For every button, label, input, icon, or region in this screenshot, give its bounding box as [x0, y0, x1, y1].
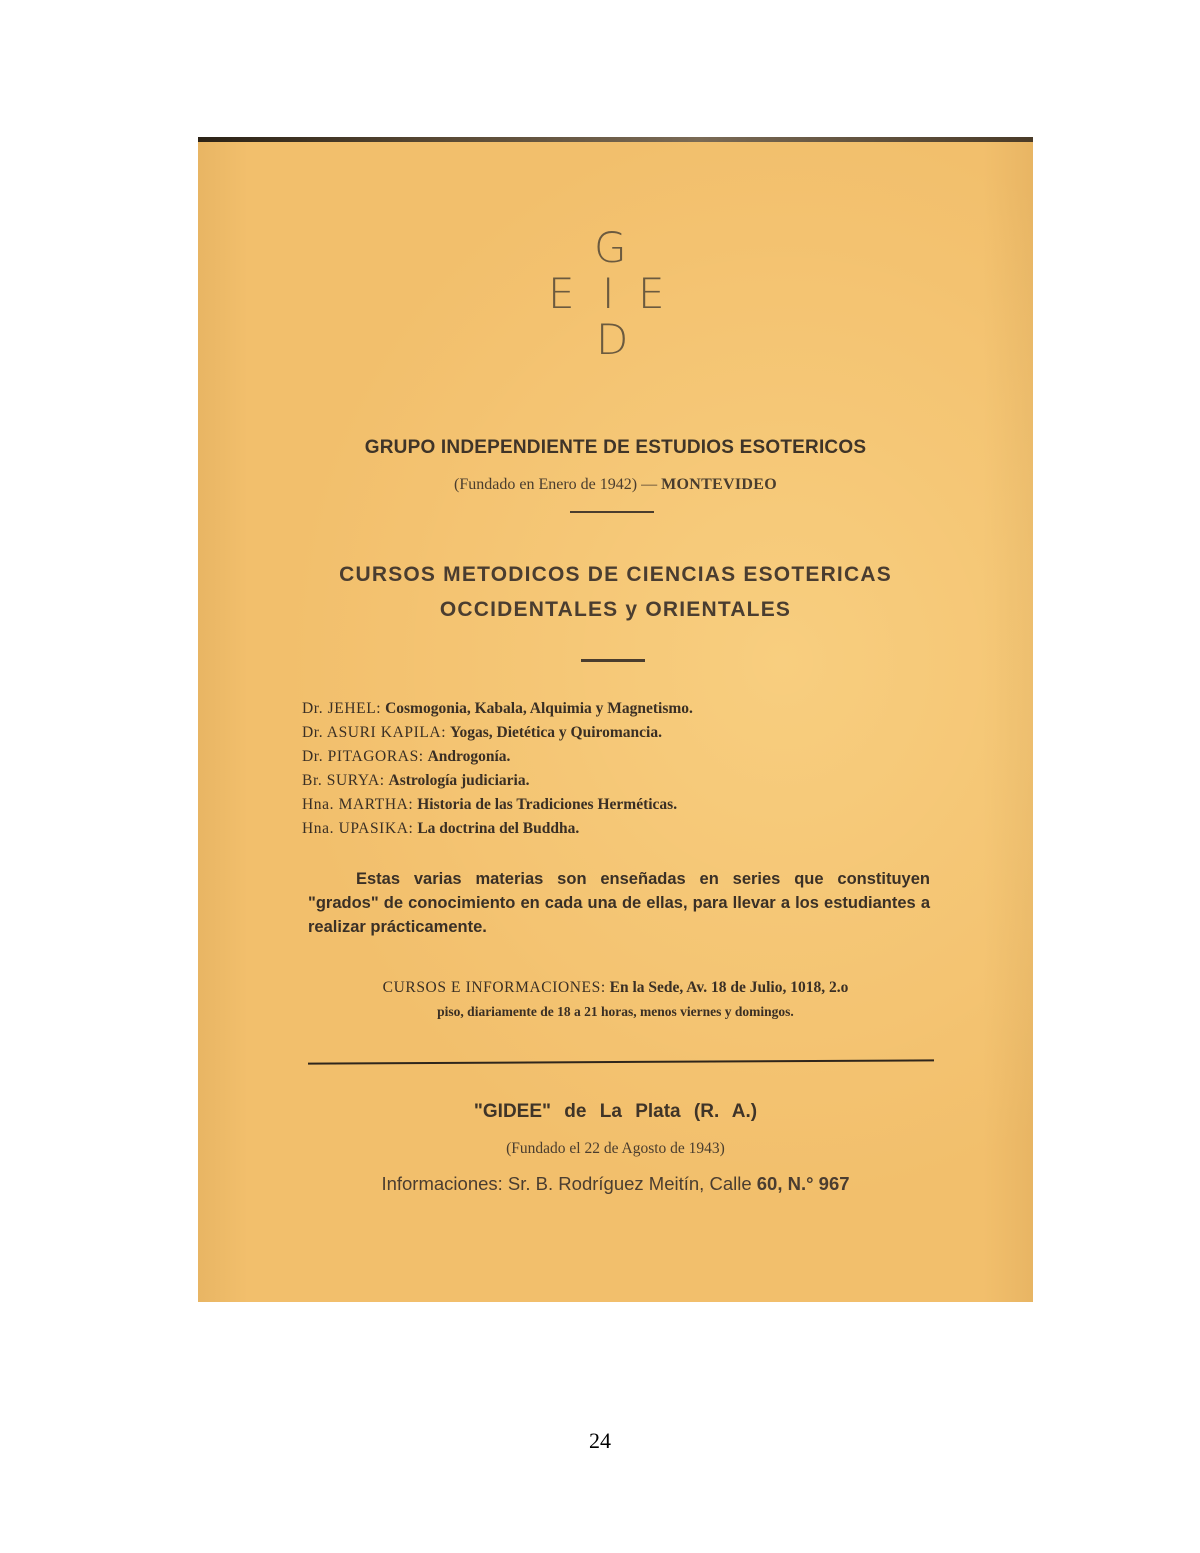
teacher-name: Hna. UPASIKA: [302, 820, 414, 837]
teacher-subject: Historia de las Tradiciones Herméticas. [417, 796, 678, 813]
teacher-entry [302, 793, 942, 817]
gidee-contact-text: Informaciones: Sr. B. Rodríguez Meitín, Calle [381, 1173, 757, 1194]
city-name: MONTEVIDEO [661, 476, 777, 493]
teacher-name: Dr. PITAGORAS: [302, 748, 424, 765]
teacher-subject: La doctrina del Buddha. [417, 820, 580, 837]
gieed-monogram [198, 215, 1033, 365]
teacher-name: Hna. MARTHA: [302, 796, 414, 813]
teacher-name: Dr. JEHEL: [302, 700, 382, 717]
scan-top-edge [198, 137, 1033, 142]
info-line-1 [198, 979, 1033, 997]
page-number: 24 [589, 1428, 611, 1453]
teacher-entry [302, 697, 942, 721]
teachers-list [302, 697, 942, 841]
founded-text: (Fundado en Enero de 1942) — [454, 476, 662, 493]
description-paragraph: Estas varias materias son enseñadas en series que constituyen "grados" de conocimiento en cada una de ellas, para llevar a los estudiantes a realizar prácticamente. [308, 870, 930, 936]
teacher-name: Dr. ASURI KAPILA: [302, 724, 447, 741]
teacher-entry [302, 817, 942, 841]
gidee-title: "GIDEE" de La Plata (R. A.) [473, 1101, 758, 1122]
teacher-name: Br. SURYA: [302, 772, 385, 789]
teacher-subject: Androgonía. [427, 748, 511, 765]
teacher-entry [302, 769, 942, 793]
organization-name: GRUPO INDEPENDIENTE DE ESTUDIOS ESOTERICOS [364, 437, 867, 458]
courses-title-line1: CURSOS METODICOS DE CIENCIAS ESOTERICAS [339, 563, 892, 586]
info-line-2: piso, diariamente de 18 a 21 horas, menos viernes y domingos. [437, 1004, 794, 1019]
monogram-letter-bottom: D [596, 315, 629, 364]
teacher-subject: Astrología judiciaria. [388, 772, 530, 789]
divider-short-2 [581, 659, 645, 662]
monogram-letter-middle: I [602, 269, 615, 318]
teacher-subject: Yogas, Dietética y Quiromancia. [450, 724, 662, 741]
monogram-letter-left: E [548, 269, 575, 318]
info-label: CURSOS E INFORMACIONES: [382, 979, 606, 996]
divider-short [570, 511, 654, 513]
divider-long [308, 1059, 934, 1064]
info-text: En la Sede, Av. 18 de Julio, 1018, 2.o [609, 979, 849, 996]
teacher-subject: Cosmogonia, Kabala, Alquimia y Magnetismo. [385, 700, 693, 717]
teacher-entry [302, 745, 942, 769]
teacher-entry [302, 721, 942, 745]
gidee-founded: (Fundado el 22 de Agosto de 1943) [506, 1140, 725, 1157]
gidee-contact [198, 1173, 1033, 1195]
scanned-page [198, 137, 1033, 1302]
founded-line [198, 476, 1033, 494]
courses-title-line2: OCCIDENTALES y ORIENTALES [439, 598, 792, 621]
monogram-letter-top: G [594, 223, 627, 272]
monogram-letter-right: E [638, 269, 665, 318]
gidee-address-number: 60, N.° 967 [756, 1173, 850, 1194]
